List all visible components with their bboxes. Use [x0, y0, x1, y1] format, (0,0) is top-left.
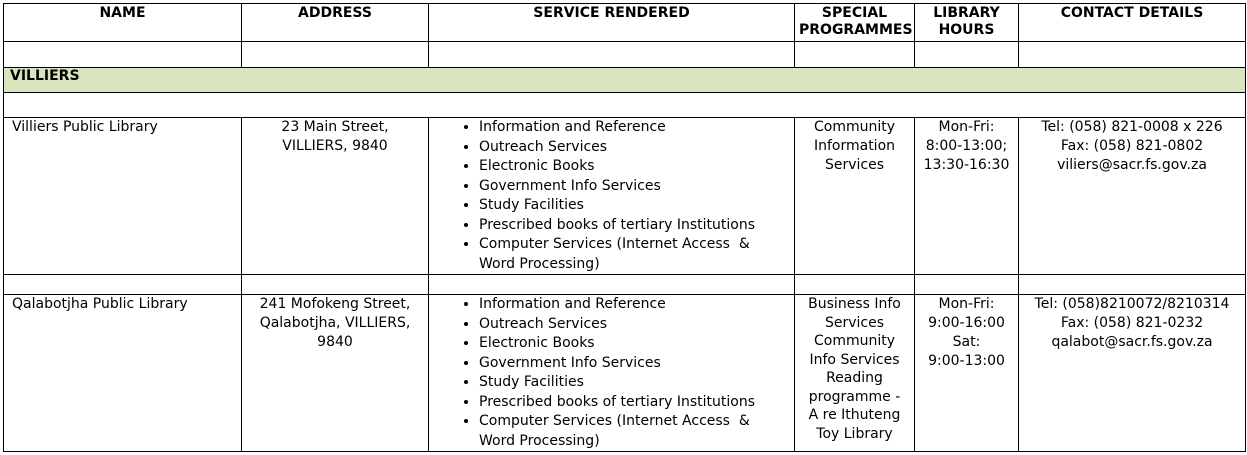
header-name: NAME	[4, 4, 242, 42]
service-item: • Outreach Services	[479, 138, 790, 158]
service-item: • Computer Services (Internet Access & Word Processing)	[479, 412, 790, 451]
spacer-row	[4, 93, 1246, 118]
header-contact-details: CONTACT DETAILS	[1019, 4, 1246, 42]
contact-details	[1019, 295, 1246, 452]
library-name: Qalabotjha Public Library	[4, 295, 242, 452]
library-row	[4, 295, 1246, 452]
services-list-cell	[429, 118, 795, 275]
library-address: 23 Main Street, VILLIERS, 9840	[242, 118, 429, 275]
service-item: • Electronic Books	[479, 157, 790, 177]
service-item: • Study Facilities	[479, 373, 790, 393]
contact-email[interactable]: qalabot@sacr.fs.gov.za	[1051, 334, 1213, 350]
special-programmes: Community Information Services	[795, 118, 915, 275]
library-name: Villiers Public Library	[4, 118, 242, 275]
header-row	[4, 4, 1246, 42]
service-item: • Government Info Services	[479, 177, 790, 197]
spacer-row	[4, 42, 1246, 68]
service-item: • Prescribed books of tertiary Institutions	[479, 393, 790, 413]
service-item: • Government Info Services	[479, 354, 790, 374]
contact-tel: Tel: (058)8210072/8210314	[1034, 296, 1230, 312]
library-directory-table	[3, 3, 1246, 452]
services-list	[433, 295, 790, 451]
header-service-rendered: SERVICE RENDERED	[429, 4, 795, 42]
contact-email[interactable]: viliers@sacr.fs.gov.za	[1057, 157, 1207, 173]
special-programmes: Business Info Services Community Info Services Reading programme - A re Ithuteng Toy Library	[795, 295, 915, 452]
service-item: • Study Facilities	[479, 196, 790, 216]
services-list	[433, 118, 790, 274]
region-heading: VILLIERS	[4, 68, 1246, 93]
header-library-hours: LIBRARY HOURS	[915, 4, 1019, 42]
library-address: 241 Mofokeng Street, Qalabotjha, VILLIERS, 9840	[242, 295, 429, 452]
service-item: • Outreach Services	[479, 315, 790, 335]
spacer-row	[4, 275, 1246, 295]
service-item: • Information and Reference	[479, 118, 790, 138]
service-item: • Electronic Books	[479, 334, 790, 354]
region-row	[4, 68, 1246, 93]
contact-fax: Fax: (058) 821-0802	[1060, 138, 1204, 154]
service-item: • Prescribed books of tertiary Institutions	[479, 216, 790, 236]
header-address: ADDRESS	[242, 4, 429, 42]
library-row	[4, 118, 1246, 275]
services-list-cell	[429, 295, 795, 452]
library-hours: Mon-Fri: 8:00-13:00; 13:30-16:30	[915, 118, 1019, 275]
contact-details	[1019, 118, 1246, 275]
service-item: • Information and Reference	[479, 295, 790, 315]
header-special-programmes: SPECIAL PROGRAMMES	[795, 4, 915, 42]
service-item: • Computer Services (Internet Access & Word Processing)	[479, 235, 790, 274]
contact-fax: Fax: (058) 821-0232	[1060, 315, 1204, 331]
contact-tel: Tel: (058) 821-0008 x 226	[1041, 119, 1223, 135]
library-hours: Mon-Fri: 9:00-16:00 Sat: 9:00-13:00	[915, 295, 1019, 452]
